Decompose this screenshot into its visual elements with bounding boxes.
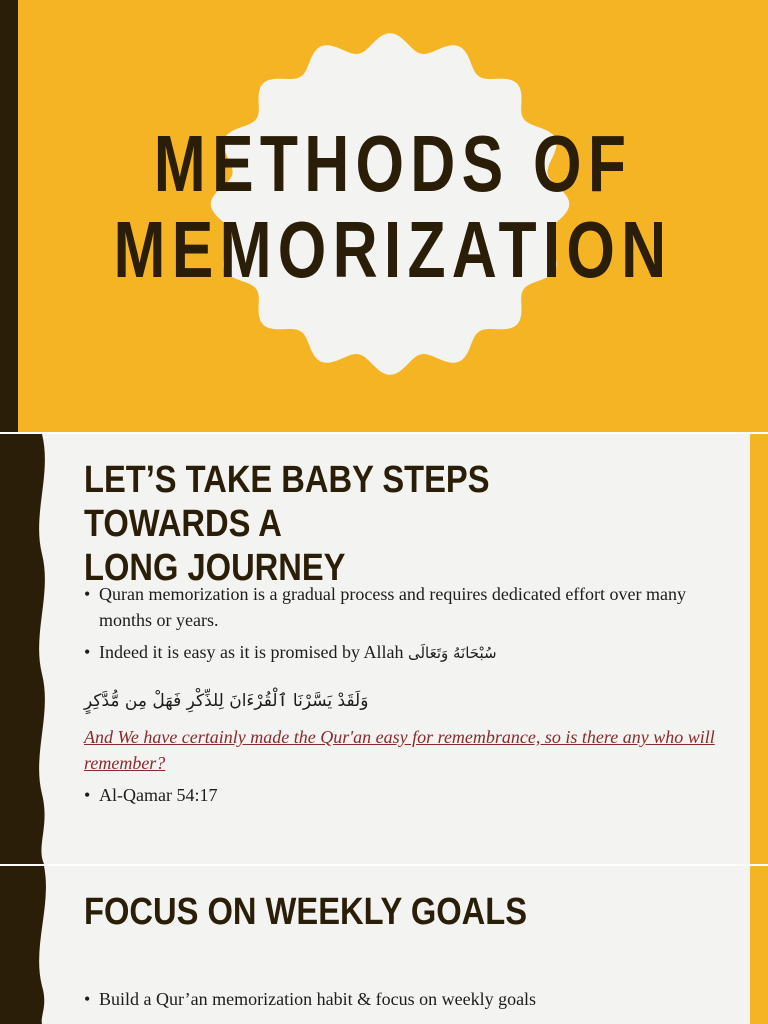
content-slide-weekly-goals bbox=[0, 866, 768, 1024]
bullet-item bbox=[84, 639, 724, 666]
wavy-left-border bbox=[0, 434, 60, 864]
bullet-item: • Quran memorization is a gradual process and requires dedicated effort over many months or years. bbox=[84, 581, 724, 633]
bullet-text: Indeed it is easy as it is promised by Allah bbox=[99, 642, 404, 662]
title-line-1: METHODS OF bbox=[153, 119, 633, 208]
arabic-honorific: سُبْحَانَهُ وَتَعَالَى bbox=[407, 644, 497, 662]
verse-translation: And We have certainly made the Qur'an easy for remembrance, so is there any who will remember? bbox=[84, 727, 715, 773]
bullet-item: • Build a Qur’an memorization habit & focus on weekly goals bbox=[84, 986, 724, 1012]
right-accent-bar bbox=[750, 866, 768, 1024]
title-slide bbox=[0, 0, 768, 432]
heading-line-1: LET’S TAKE BABY STEPS TOWARDS A bbox=[84, 459, 490, 545]
content-slide-baby-steps bbox=[0, 434, 768, 864]
quran-verse-arabic: وَلَقَدْ يَسَّرْنَا ٱلْقُرْءَانَ لِلذِّكْرِ فَهَلْ مِن مُّدَّكِرٍ bbox=[84, 691, 369, 711]
bullet-list bbox=[84, 986, 724, 1018]
wavy-left-border bbox=[0, 866, 60, 1024]
verse-reference: • Al-Qamar 54:17 bbox=[84, 782, 724, 808]
slide-heading: FOCUS ON WEEKLY GOALS bbox=[84, 891, 528, 933]
bullet-list bbox=[84, 581, 724, 814]
title-line-2: MEMORIZATION bbox=[113, 205, 673, 294]
heading-line-2: LONG JOURNEY bbox=[84, 547, 346, 589]
slide-heading bbox=[84, 458, 634, 590]
right-accent-bar bbox=[750, 434, 768, 864]
